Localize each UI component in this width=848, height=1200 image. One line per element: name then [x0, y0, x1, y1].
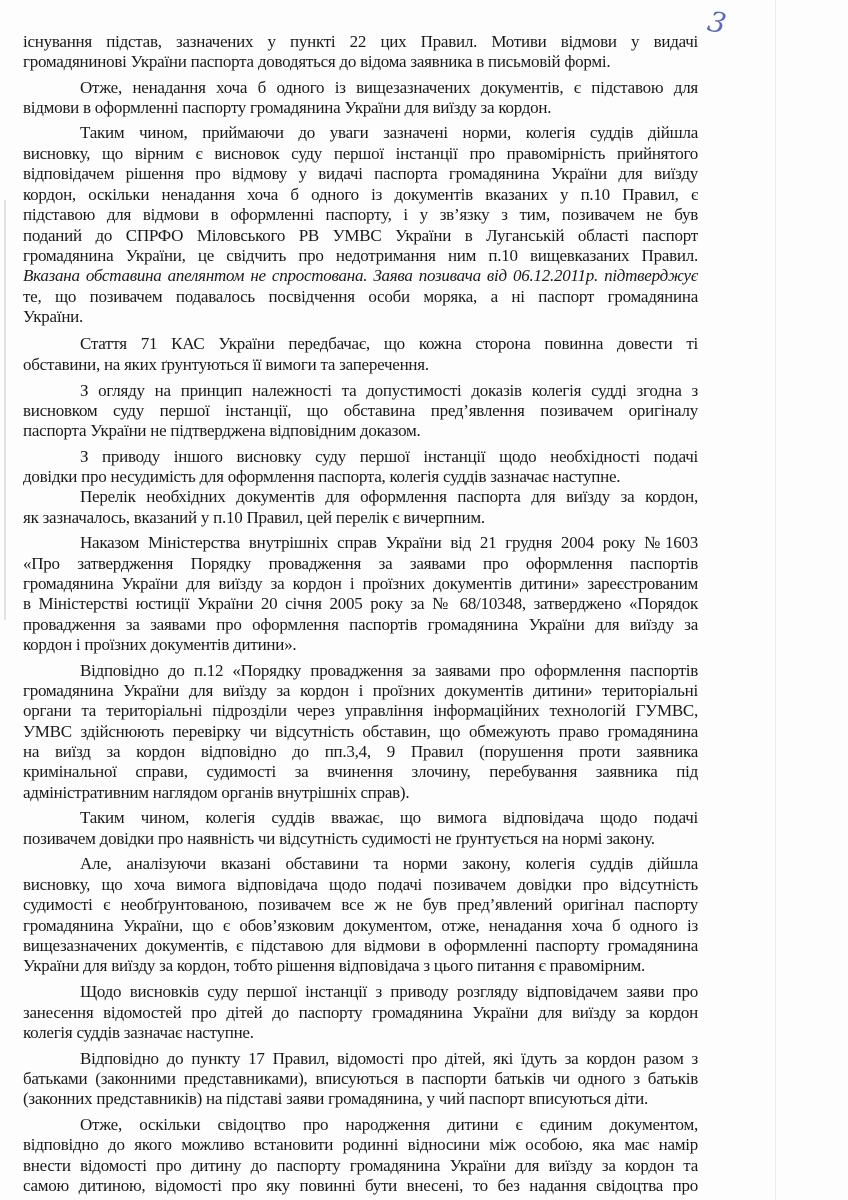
text-line: судимості є необґрунтованою, позивачем все ж не був пред’явлений оригінал паспорту: [23, 895, 698, 914]
text-line: позивачем довідки про наявність чи відсутність судимості не ґрунтується на нормі закону.: [23, 829, 655, 848]
text-line: (законних представників) на підставі заяви громадянина, у чий паспорт вписуються діти.: [23, 1089, 648, 1108]
text-line: органи та територіальні підрозділи через управління інформаційних технологій ГУМВС,: [23, 701, 698, 720]
text-line: в Міністерстві юстиції України 20 січня 2005 року за № 68/10348, затверджено «Порядок: [23, 594, 698, 613]
text-line: УМВС здійснюють перевірку чи відсутність обставин, що обмежують право громадянина: [23, 722, 698, 741]
text-line: Але, аналізуючи вказані обставини та норми закону, колегія суддів дійшла: [80, 854, 698, 873]
text-line: Відповідно до п.12 «Порядку провадження за заявами про оформлення паспортів: [80, 661, 698, 680]
text-line: Щодо висновків суду першої інстанції з приводу розгляду відповідачем заяви про: [80, 982, 698, 1001]
text-line: кордон, оскільки ненадання хоча б одного із документів вказаних у п.10 Правил, є: [23, 185, 698, 204]
text-line: відповідачем рішення про відмову у видачі паспорта громадянина України для виїзду: [23, 164, 698, 183]
text-line: України.: [23, 307, 84, 326]
text-line: Таким чином, колегія суддів вважає, що вимога відповідача щодо подачі: [80, 808, 698, 827]
text-line: самою дитиною, відомості про яку повинні бути внесені, то без надання свідоцтва про: [23, 1176, 698, 1195]
scan-shadow: [4, 200, 6, 620]
text-line: громадянинові України паспорта доводяться до відома заявника в письмовій формі.: [23, 52, 611, 71]
text-line: існування підстав, зазначених у пункті 22 цих Правил. Мотиви відмови у видачі: [23, 32, 698, 51]
text-line: довідки про несудимість для оформлення паспорта, колегія суддів зазначає наступне.: [23, 467, 621, 486]
text-line: кордон і проїзних документів дитини».: [23, 635, 297, 654]
text-line: Відповідно до пункту 17 Правил, відомості про дітей, які їдуть за кордон разом з: [80, 1049, 698, 1068]
text-line: громадянина України для виїзду за кордон і проїзних документів дитини» зареєстрованим: [23, 574, 698, 593]
text-line: на виїзд за кордон відповідно до пп.3,4, 9 Правил (порушення проти заявника: [23, 742, 698, 761]
text-line: як зазначалось, вказаний у п.10 Правил, цей перелік є вичерпним.: [23, 508, 485, 527]
text-line: З приводу іншого висновку суду першої інстанції щодо необхідності подачі: [80, 447, 698, 466]
text-line: громадянина України для виїзду за кордон і проїзних документів дитини» територіальні: [23, 681, 698, 700]
text-line: внести відомості про дитину до паспорту громадянина України для виїзду за кордон та: [23, 1156, 698, 1175]
text-line: відповідно до якого можливо встановити родинні відносини між особою, яка має намір: [23, 1135, 698, 1154]
text-line: Отже, оскільки свідоцтво про народження дитини є єдиним документом,: [80, 1115, 698, 1134]
text-line: Таким чином, приймаючи до уваги зазначені норми, колегія суддів дійшла: [80, 123, 698, 142]
text-line: Отже, ненадання хоча б одного із вищезазначених документів, є підставою для: [80, 78, 698, 97]
text-line: України для виїзду за кордон, тобто рішення відповідача з цього питання є правомірним.: [23, 956, 646, 975]
text-line: занесення відомостей про дітей до паспорту громадянина України для виїзду за кордон: [23, 1003, 698, 1022]
text-line: відмови в оформленні паспорту громадянина України для виїзду за кордон.: [23, 98, 552, 117]
scan-edge-line: [775, 0, 776, 1200]
handwritten-page-number: 3: [704, 4, 730, 41]
text-line: підставою для відмови в оформленні паспорту, і у зв’язку з тим, позивачем не був: [23, 205, 698, 224]
text-line: Вказана обставина апелянтом не спростована. Заява позивача від 06.12.2011р. підтверджує: [23, 266, 698, 285]
text-line: батьками (законними представниками), вписуються в паспорти батьків чи одного з батьків: [23, 1069, 698, 1088]
text-line: висновком суду першої інстанції, що обставина пред’явлення позивачем оригіналу: [23, 401, 698, 420]
text-line: поданий до СПРФО Міловського РВ УМВС України в Луганській області паспорт: [23, 226, 698, 245]
text-line: адміністративним наглядом органів внутрішніх справ).: [23, 783, 410, 802]
text-line: висновку, що хоча вимога відповідача щодо подачі позивачем довідки про відсутність: [23, 875, 698, 894]
text-line: те, що позивачем подавалось посвідчення особи моряка, а ні паспорт громадянина: [23, 287, 698, 306]
text-line: Наказом Міністерства внутрішніх справ України від 21 грудня 2004 року №1603: [80, 533, 698, 552]
text-line: громадянина України, що є обов’язковим документом, отже, ненадання хоча б одного із: [23, 916, 698, 935]
text-line: Перелік необхідних документів для оформлення паспорта для виїзду за кордон,: [80, 487, 698, 506]
text-line: Стаття 71 КАС України передбачає, що кожна сторона повинна довести ті: [80, 334, 698, 353]
text-line: З огляду на принцип належності та допустимості доказів колегія судді згодна з: [80, 381, 698, 400]
text-line: «Про затвердження Порядку провадження за заявами про оформлення паспортів: [23, 554, 698, 573]
text-line: колегія суддів зазначає наступне.: [23, 1023, 254, 1042]
text-line: громадянина України, це свідчить про недотримання ним п.10 вищевказаних Правил.: [23, 246, 698, 265]
text-line: вищезазначених документів, є підставою для відмови в оформленні паспорту громадянина: [23, 936, 698, 955]
text-line: кримінальної справи, судимості за вчинення злочину, перебування заявника під: [23, 762, 698, 781]
text-line: обставини, на яких ґрунтуються її вимоги та заперечення.: [23, 355, 429, 374]
text-line: провадження за заявами про оформлення паспортів громадянина України для виїзду за: [23, 615, 698, 634]
text-line: висновку, що вірним є висновок суду першої інстанції про правомірність прийнятого: [23, 144, 698, 163]
text-line: паспорта України не підтверджена відповідним доказом.: [23, 421, 421, 440]
